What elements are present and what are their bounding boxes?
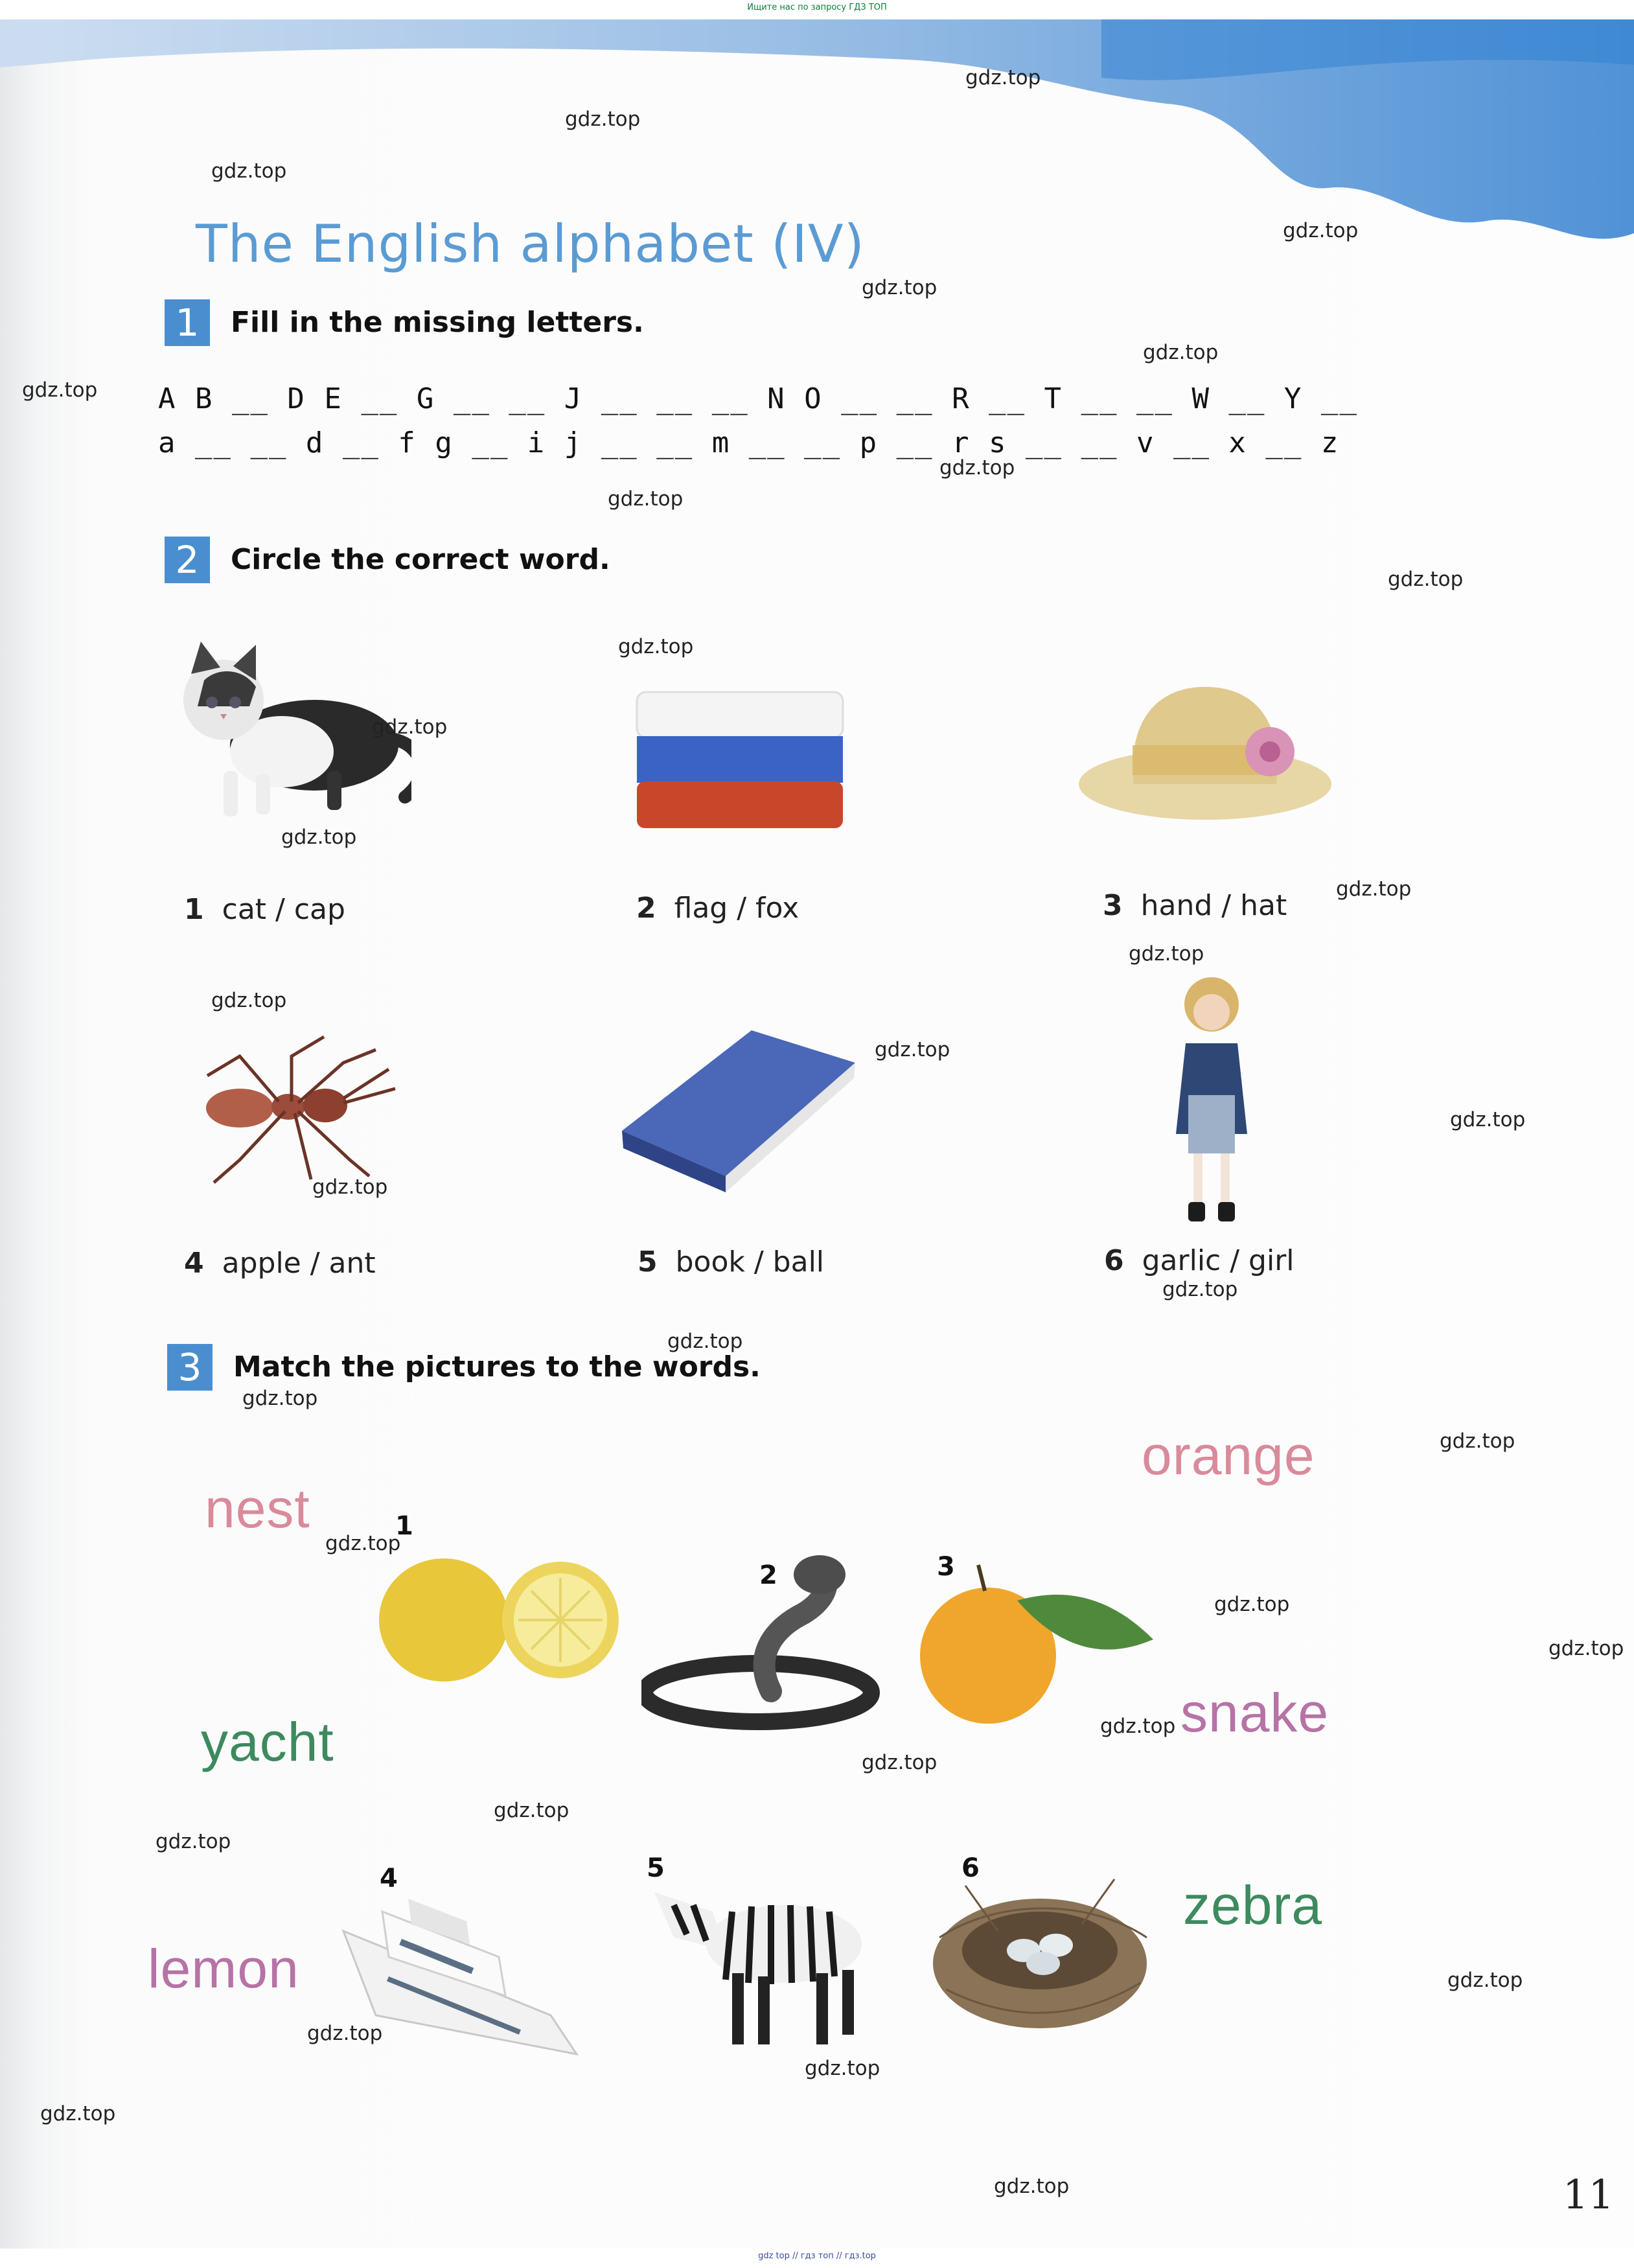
exercise-2-item-2[interactable] [636,892,799,925]
watermark: gdz.top [1214,1593,1290,1616]
word-yacht[interactable]: yacht [201,1711,334,1772]
watermark: gdz.top [1336,877,1412,901]
alphabet-lower-line: a __ __ d __ f g __ i j __ __ m __ __ p __ r s __ __ v __ x __ z [158,426,1340,459]
girl-picture [1160,966,1263,1238]
item-number: 1 [184,893,204,926]
word-snake[interactable]: snake [1180,1682,1329,1743]
watermark: gdz.top [1450,1108,1526,1131]
watermark: gdz.top [1548,1637,1624,1660]
nest-picture[interactable] [920,1860,1160,2041]
orange-picture[interactable] [914,1562,1160,1730]
watermark: gdz.top [312,1175,388,1199]
watermark: gdz.top [618,635,694,658]
watermark: gdz.top [494,1799,570,1822]
exercise-2-instruction: Circle the correct word. [231,543,610,576]
lemon-picture[interactable] [376,1542,622,1698]
exercise-2-item-1[interactable] [184,893,345,926]
word-nest[interactable]: nest [205,1478,310,1539]
item-number: 4 [184,1247,204,1280]
watermark: gdz.top [939,456,1015,480]
item-number: 6 [1104,1244,1124,1277]
watermark: gdz.top [1129,942,1204,966]
watermark: gdz.top [242,1387,318,1410]
top-search-note: Ищите нас по запросу ГДЗ ТОП [747,3,887,12]
word-lemon[interactable]: lemon [148,1938,299,1999]
watermark: gdz.top [211,989,287,1012]
item-number: 5 [638,1245,658,1279]
exercise-2-item-3[interactable] [1103,889,1287,922]
picture-number-3: 3 [937,1552,955,1582]
watermark: gdz.top [155,1830,231,1853]
watermark: gdz.top [608,487,684,511]
item-options[interactable]: garlic / girl [1142,1244,1295,1277]
exercise-2-item-6[interactable] [1104,1244,1295,1277]
watermark: gdz.top [994,2175,1070,2198]
item-options[interactable]: apple / ant [222,1247,376,1280]
watermark: gdz.top [372,715,448,739]
zebra-picture[interactable] [635,1866,881,2054]
watermark: gdz.top [22,378,98,402]
ant-picture [181,1030,402,1186]
exercise-3-instruction: Match the pictures to the words. [233,1350,761,1383]
exercise-2-item-4[interactable] [184,1247,376,1280]
exercise-2-number: 2 [165,537,210,583]
exercise-1-number: 1 [165,299,210,346]
watermark: gdz.top [862,276,938,299]
snake-picture[interactable] [641,1555,888,1730]
item-options[interactable]: cat / cap [222,893,345,926]
watermark: gdz.top [1162,1278,1238,1301]
watermark: gdz.top [1100,1715,1176,1738]
watermark: gdz.top [1143,341,1219,364]
watermark: gdz.top [325,1532,401,1555]
page-number: 11 [1563,2171,1614,2218]
picture-number-6: 6 [961,1853,980,1883]
item-options[interactable]: book / ball [675,1245,825,1279]
watermark: gdz.top [862,1751,938,1774]
watermark: gdz.top [565,108,641,131]
watermark: gdz.top [307,2022,383,2045]
picture-number-2: 2 [759,1560,777,1590]
exercise-2-item-5[interactable] [638,1245,824,1279]
picture-number-4: 4 [380,1864,398,1893]
alphabet-upper-line: A B __ D E __ G __ __ J __ __ __ N O __ __ R __ T __ __ W __ Y __ [158,382,1358,415]
watermark: gdz.top [667,1330,743,1353]
watermark: gdz.top [1283,219,1359,242]
exercise-1-instruction: Fill in the missing letters. [231,306,644,339]
flag-picture [632,687,852,836]
watermark: gdz.top [40,2102,116,2125]
textbook-page [0,19,1634,2249]
watermark: gdz.top [1447,1969,1523,1992]
watermark: gdz.top [875,1038,950,1061]
picture-number-1: 1 [395,1511,413,1541]
item-options[interactable]: flag / fox [674,892,800,925]
hat-picture [1076,674,1335,829]
word-zebra[interactable]: zebra [1183,1875,1323,1936]
item-number: 3 [1103,889,1123,922]
watermark: gdz.top [1388,568,1464,591]
watermark: gdz.top [965,66,1041,89]
picture-number-5: 5 [647,1853,665,1883]
word-orange[interactable]: orange [1142,1425,1315,1486]
item-options[interactable]: hand / hat [1140,889,1287,922]
bottom-note: gdz top // гдз топ // гдз.top [758,2251,876,2261]
watermark: gdz.top [211,159,287,183]
book-picture [616,1011,862,1205]
watermark: gdz.top [281,826,357,849]
watermark: gdz.top [805,2057,880,2080]
item-number: 2 [636,892,656,925]
page-title: The English alphabet (IV) [196,214,865,274]
watermark: gdz.top [1440,1429,1515,1453]
exercise-3-number: 3 [167,1344,213,1391]
